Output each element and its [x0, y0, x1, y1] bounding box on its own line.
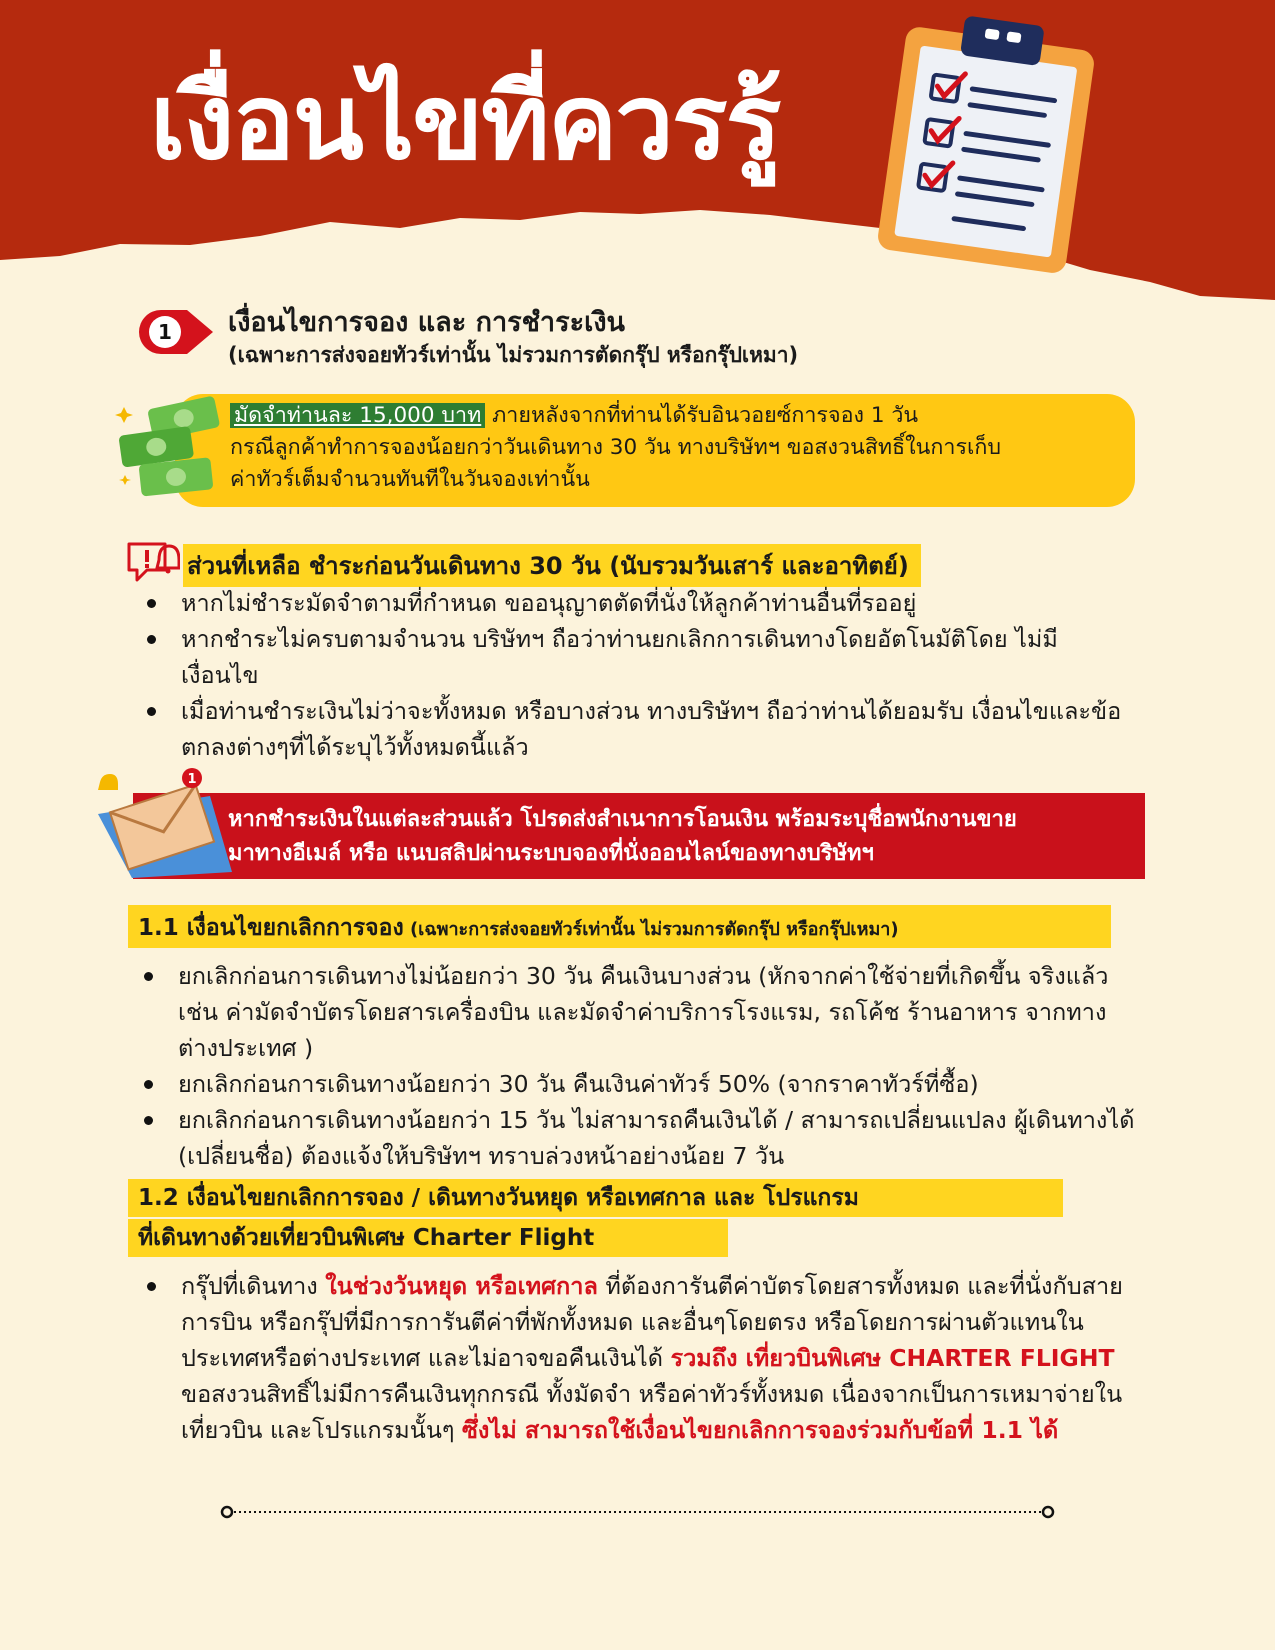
emphasis-text: ในช่วงวันหยุด หรือเทศกาล: [325, 1272, 598, 1300]
dotted-divider: [220, 1505, 1055, 1519]
clipboard-checklist-icon: [870, 8, 1110, 273]
notice-banner-text: [228, 803, 1017, 871]
page-title: เงื่อนไขที่ควรรู้: [150, 61, 780, 183]
section-1-2-heading-line-2: ที่เดินทางด้วยเที่ยวบินพิเศษ Charter Flight: [138, 1225, 595, 1251]
notice-line-2: มาทางอีเมล์ หรือ แนบสลิปผ่านระบบจองที่นั่งออนไลน์ของทางบริษัทฯ: [228, 841, 874, 866]
section-number-badge: [135, 306, 217, 358]
list-item: หากชำระไม่ครบตามจำนวน บริษัทฯ ถือว่าท่านยกเลิกการเดินทางโดยอัตโนมัติโดย ไม่มีเงื่อนไข: [143, 621, 1123, 693]
remaining-payment-heading: ส่วนที่เหลือ ชำระก่อนวันเดินทาง 30 วัน (นับรวมวันเสาร์ และอาทิตย์): [183, 544, 921, 587]
section-1-1-heading: [138, 910, 899, 946]
list-item: ยกเลิกก่อนการเดินทางน้อยกว่า 30 วัน คืนเงินค่าทัวร์ 50% (จากราคาทัวร์ที่ซื้อ): [140, 1066, 1140, 1102]
text-segment: ที่ต้องการันตีค่าบัตรโดยสารทั้งหมด และที่นั่งกับสายการบิน หรือกรุ๊ปที่มีการการันตีค่าที่พักทั้งหมด และอื่นๆโดยตรง หรือโดยการผ่านตัวแทนในประเทศหรือต่างประเทศ และไม่อาจขอคืนเงินได้: [181, 1272, 1123, 1372]
cancellation-list: [140, 958, 1140, 1174]
deposit-line-1-rest: ภายหลังจากที่ท่านได้รับอินวอยซ์การจอง 1 วัน: [485, 403, 919, 428]
emphasis-text: ซึ่งไม่ สามารถใช้เงื่อนไขยกเลิกการจองร่วมกับข้อที่ 1.1 ได้: [461, 1416, 1059, 1444]
holiday-conditions-list: [143, 1268, 1143, 1448]
money-bills-icon: [110, 395, 230, 505]
notice-line-1: หากชำระเงินในแต่ละส่วนแล้ว โปรดส่งสำเนาการโอนเงิน พร้อมระบุชื่อพนักงานขาย: [228, 807, 1017, 832]
list-item: [143, 1268, 1143, 1448]
section-subtitle: (เฉพาะการส่งจอยทัวร์เท่านั้น ไม่รวมการตัดกรุ๊ป หรือกรุ๊ปเหมา): [228, 343, 799, 367]
section-1-2-heading-line-1: 1.2 เงื่อนไขยกเลิกการจอง / เดินทางวันหยุด หรือเทศกาล และ โปรแกรม: [138, 1185, 859, 1211]
remaining-payment-list: [143, 585, 1123, 765]
list-item: เมื่อท่านชำระเงินไม่ว่าจะทั้งหมด หรือบางส่วน ทางบริษัทฯ ถือว่าท่านได้ยอมรับ เงื่อนไขและข้อตกลงต่างๆที่ได้ระบุไว้ทั้งหมดนี้แล้ว: [143, 693, 1123, 765]
deposit-line-1: [230, 400, 1001, 432]
deposit-line-2: กรณีลูกค้าทำการจองน้อยกว่าวันเดินทาง 30 วัน ทางบริษัทฯ ขอสงวนสิทธิ์ในการเก็บ: [230, 435, 1002, 460]
text-segment: กรุ๊ปที่เดินทาง: [181, 1272, 326, 1300]
envelope-icon: [92, 762, 242, 882]
list-item: หากไม่ชำระมัดจำตามที่กำหนด ขออนุญาตตัดที่นั่งให้ลูกค้าท่านอื่นที่รออยู่: [143, 585, 1123, 621]
list-item: ยกเลิกก่อนการเดินทางน้อยกว่า 15 วัน ไม่สามารถคืนเงินได้ / สามารถเปลี่ยนแปลง ผู้เดินทางได้ (เปลี่ยนชื่อ) ต้องแจ้งให้บริษัทฯ ทราบล่วงหน้าอย่างน้อย 7 วัน: [140, 1102, 1140, 1174]
section-1-1-title: 1.1 เงื่อนไขยกเลิกการจอง: [138, 915, 404, 941]
alert-bell-icon: [125, 538, 180, 586]
section-title: เงื่อนไขการจอง และ การชำระเงิน: [228, 307, 625, 338]
svg-text:1: 1: [187, 772, 197, 787]
deposit-line-3: ค่าทัวร์เต็มจำนวนทันทีในวันจองเท่านั้น: [230, 467, 590, 492]
list-item: ยกเลิกก่อนการเดินทางไม่น้อยกว่า 30 วัน คืนเงินบางส่วน (หักจากค่าใช้จ่ายที่เกิดขึ้น จริงแล้ว เช่น ค่ามัดจำบัตรโดยสารเครื่องบิน และมัดจำค่าบริการโรงแรม, รถโค้ช ร้านอาหาร จากทางต่างประเทศ ): [140, 958, 1140, 1066]
deposit-highlight: มัดจำท่านละ 15,000 บาท: [230, 403, 485, 428]
deposit-text: [230, 400, 1001, 496]
section-number: 1: [158, 320, 172, 344]
section-1-1-note: (เฉพาะการส่งจอยทัวร์เท่านั้น ไม่รวมการตัดกรุ๊ป หรือกรุ๊ปเหมา): [403, 919, 899, 940]
emphasis-text: รวมถึง เที่ยวบินพิเศษ CHARTER FLIGHT: [670, 1344, 1115, 1372]
text-segment: ขอสงวนสิทธิ์ไม่มีการคืนเงินทุกกรณี ทั้งมัดจำ หรือค่าทัวร์ทั้งหมด เนื่องจากเป็นการเหมาจ่ายในเที่ยวบิน และโปรแกรมนั้นๆ: [181, 1380, 1123, 1444]
